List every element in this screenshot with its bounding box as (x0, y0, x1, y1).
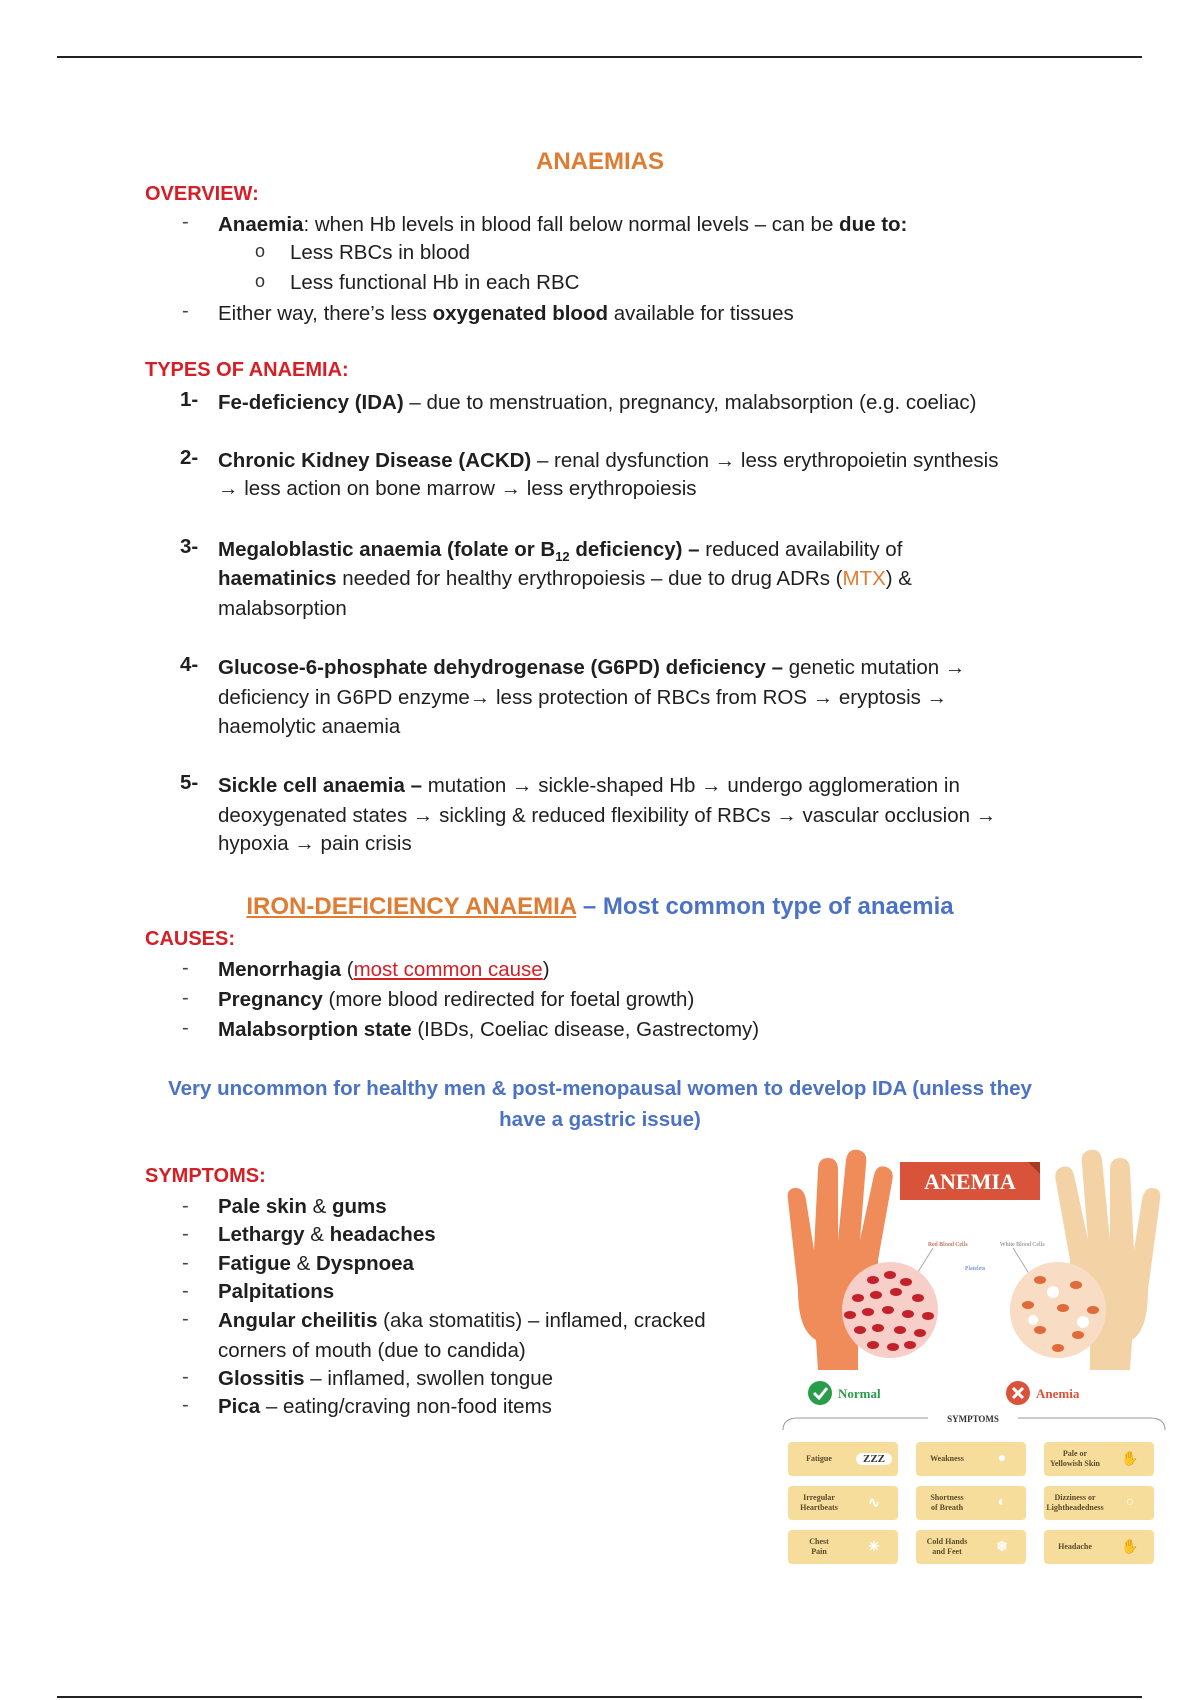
top-rule (57, 56, 1142, 58)
symptom-tile (1044, 1486, 1154, 1520)
symptom-tile-label: Dizziness or Lightheadedness (1046, 1493, 1104, 1512)
symptom-tile (916, 1442, 1026, 1476)
type-1-ida: Fe-deficiency (IDA) – due to menstruation, pregnancy, malabsorption (e.g. coeliac) (218, 391, 977, 414)
symptom-tile-label: Fatigue (806, 1454, 832, 1463)
anaemia-definition: Anaemia: when Hb levels in blood fall below normal levels – can be due to: (218, 213, 908, 236)
type-3-line3: malabsorption (218, 597, 347, 620)
symptom-tile-label: Weakness (930, 1454, 964, 1463)
ida-heading: IRON-DEFICIENCY ANAEMIA – Most common type of anaemia (246, 893, 954, 920)
type-number: 2- (180, 446, 199, 469)
cause-less-hb: Less functional Hb in each RBC (290, 271, 580, 294)
cause-pregnancy: Pregnancy (more blood redirected for foetal growth) (218, 988, 695, 1011)
type-2-line2: → less action on bone marrow → less erythropoiesis (218, 477, 697, 500)
symptom-angular-cheilitis: Angular cheilitis (aka stomatitis) – inflamed, cracked (218, 1309, 706, 1332)
symptom-tile-icon: ∿ (868, 1495, 880, 1511)
symptom-tile (1044, 1530, 1154, 1564)
symptom-tile (788, 1442, 898, 1476)
bullet-dash: - (182, 1366, 189, 1388)
symptom-tile (916, 1530, 1026, 1564)
symptom-tile-label: Chest Pain (809, 1537, 829, 1556)
symptom-tile (916, 1486, 1026, 1520)
symptom-palpitations: Palpitations (218, 1280, 335, 1303)
type-3-megaloblastic: Megaloblastic anaemia (folate or $B_{12}$ deficiency) – reduced availability of (218, 538, 903, 565)
bullet-dash: - (182, 1394, 189, 1416)
symptom-tile-icon: ◐ (997, 1495, 1007, 1510)
type-2-ckd: Chronic Kidney Disease (ACKD) – renal dysfunction → less erythropoietin synthesis (218, 449, 999, 472)
symptom-tile (1044, 1442, 1154, 1476)
symptom-tile-label: Cold Hands and Feet (926, 1537, 968, 1556)
bottom-rule (57, 1696, 1142, 1698)
symptom-pica: Pica – eating/craving non-food items (218, 1395, 552, 1418)
symptom-tile (788, 1486, 898, 1520)
bullet-dash: - (182, 1280, 189, 1302)
bullet-dash: - (182, 1195, 189, 1217)
type-4-line2: deficiency in G6PD enzyme→ less protection of RBCs from ROS → eryptosis → (218, 686, 948, 709)
type-3-line2: haematinics needed for healthy erythropoiesis – due to drug ADRs (MTX) & (218, 567, 912, 590)
normal-check-icon (808, 1381, 832, 1405)
type-5-line2: deoxygenated states → sickling & reduced flexibility of RBCs → vascular occlusion → (218, 804, 997, 827)
symptom-tile-icon: ✳ (868, 1539, 880, 1555)
circle-bullet: o (255, 271, 266, 291)
wbc-label: White Blood Cells (1000, 1242, 1045, 1248)
symptom-tile-icon: ✋ (1121, 1451, 1139, 1467)
bullet-dash: - (182, 1223, 189, 1245)
bullet-dash: - (182, 1017, 189, 1039)
cause-menorrhagia: Menorrhagia (most common cause) (218, 958, 550, 981)
symptom-glossitis: Glossitis – inflamed, swollen tongue (218, 1367, 554, 1390)
type-5-sickle-cell: Sickle cell anaemia – mutation → sickle-shaped Hb → undergo agglomeration in (218, 774, 960, 797)
bullet-dash: - (182, 1308, 189, 1330)
either-way-line: Either way, there’s less oxygenated blood available for tissues (218, 302, 794, 325)
normal-label: Normal (838, 1386, 881, 1401)
bullet-dash: - (182, 957, 189, 979)
type-4-g6pd: Glucose-6-phosphate dehydrogenase (G6PD) deficiency – genetic mutation → (218, 656, 966, 679)
anemia-banner-text: ANEMIA (924, 1169, 1016, 1194)
type-number: 5- (180, 771, 199, 794)
symptom-tile-icon: ● (997, 1451, 1007, 1466)
anemia-infographic (778, 1140, 1170, 1556)
type-number: 4- (180, 653, 199, 676)
bullet-dash: - (182, 211, 189, 233)
type-number: 1- (180, 388, 199, 411)
type-4-line3: haemolytic anaemia (218, 715, 401, 738)
bullet-dash: - (182, 987, 189, 1009)
symptom-tile-label: Shortness of Breath (930, 1493, 964, 1512)
cause-malabsorption: Malabsorption state (IBDs, Coeliac disease, Gastrectomy) (218, 1018, 760, 1041)
symptom-tile-label: Headache (1058, 1542, 1092, 1551)
symptom-lethargy: Lethargy & headaches (218, 1223, 436, 1246)
symptom-tile (788, 1530, 898, 1564)
causes-heading: CAUSES: (145, 928, 236, 950)
cause-less-rbcs: Less RBCs in blood (290, 241, 471, 264)
symptom-angular-cheilitis-line2: corners of mouth (due to candida) (218, 1339, 526, 1362)
symptom-tile-icon: ZZZ (856, 1453, 892, 1465)
rbc-label: Red Blood Cells (928, 1242, 968, 1248)
symptom-tile-icon: ❄ (996, 1539, 1008, 1555)
types-heading: TYPES OF ANAEMIA: (145, 359, 349, 381)
circle-bullet: o (255, 241, 266, 261)
symptom-tile-label: Irregular Heartbeats (800, 1493, 838, 1512)
most-common-cause-link[interactable]: most common cause (353, 958, 543, 981)
anemia-label: Anemia (1036, 1386, 1080, 1401)
infographic-symptoms-title: SYMPTOMS (947, 1414, 999, 1424)
page-title: ANAEMIAS (535, 148, 664, 175)
symptom-tile-icon: ○ (1125, 1495, 1135, 1510)
overview-heading: OVERVIEW: (145, 183, 259, 205)
bullet-dash: - (182, 1252, 189, 1274)
symptom-tile-label: Pale or Yellowish Skin (1049, 1449, 1101, 1468)
type-number: 3- (180, 535, 199, 558)
platelet-label: Platelets (965, 1266, 986, 1272)
symptoms-heading: SYMPTOMS: (145, 1165, 266, 1187)
ida-note: Very uncommon for healthy men & post-menopausal women to develop IDA (unless they have a gastric issue) (168, 1077, 1032, 1131)
type-5-line3: hypoxia → pain crisis (218, 832, 412, 855)
symptom-tile-icon: ✋ (1121, 1539, 1139, 1555)
bullet-dash: - (182, 300, 189, 322)
symptom-fatigue: Fatigue & Dyspnoea (218, 1252, 414, 1275)
symptom-pale-skin: Pale skin & gums (218, 1195, 387, 1218)
